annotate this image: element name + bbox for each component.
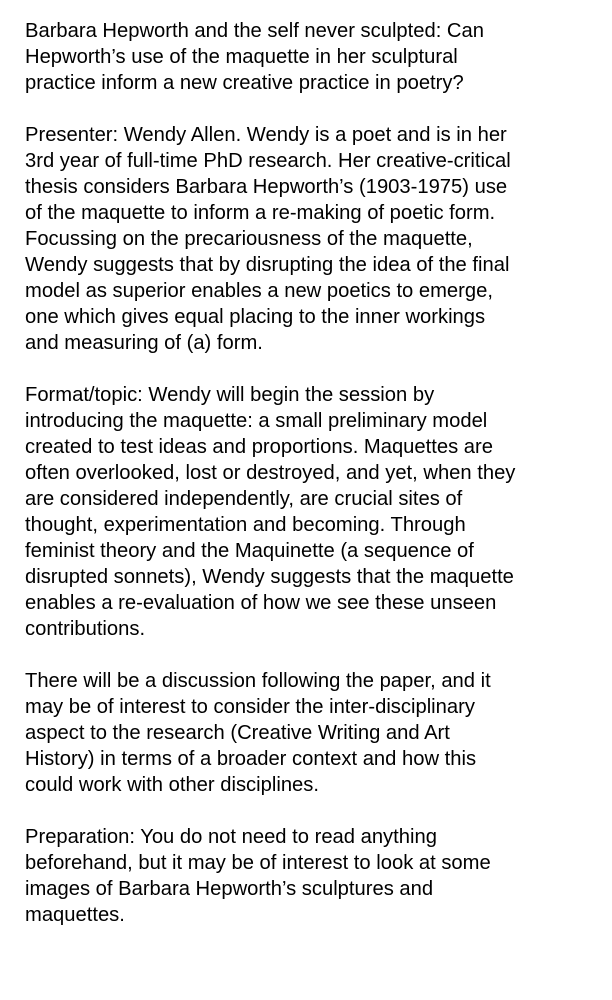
presenter-paragraph: Presenter: Wendy Allen. Wendy is a poet and is in her 3rd year of full-time PhD research. Her creative-critical thesis considers Barbara Hepworth’s (1903-1975) use of the maquette to inform a re-making of poetic form. Focussing on the precariousness of the maquette, Wendy suggests that by disrupting the idea of the final model as superior enables a new poetics to emerge, one which gives equal placing to the inner workings and measuring of (a) form. [25,124,511,354]
title-paragraph: Barbara Hepworth and the self never sculpted: Can Hepworth’s use of the maquette in her sculptural practice inform a new creative practice in poetry? [25,20,484,94]
format-topic-paragraph: Format/topic: Wendy will begin the session by introducing the maquette: a small preliminary model created to test ideas and proportions. Maquettes are often overlooked, lost or destroyed, and yet, when they are considered independently, are crucial sites of thought, experimentation and becoming. Through feminist theory and the Maquinette (a sequence of disrupted sonnets), Wendy suggests that the maquette enables a re-evaluation of how we see these unseen contributions. [25,384,516,640]
preparation-paragraph: Preparation: You do not need to read anything beforehand, but it may be of interest to look at some images of Barbara Hepworth’s sculptures and maquettes. [25,826,491,926]
document-body [25,18,595,954]
discussion-paragraph: There will be a discussion following the paper, and it may be of interest to consider the inter-disciplinary aspect to the research (Creative Writing and Art History) in terms of a broader context and how this could work with other disciplines. [25,670,491,796]
